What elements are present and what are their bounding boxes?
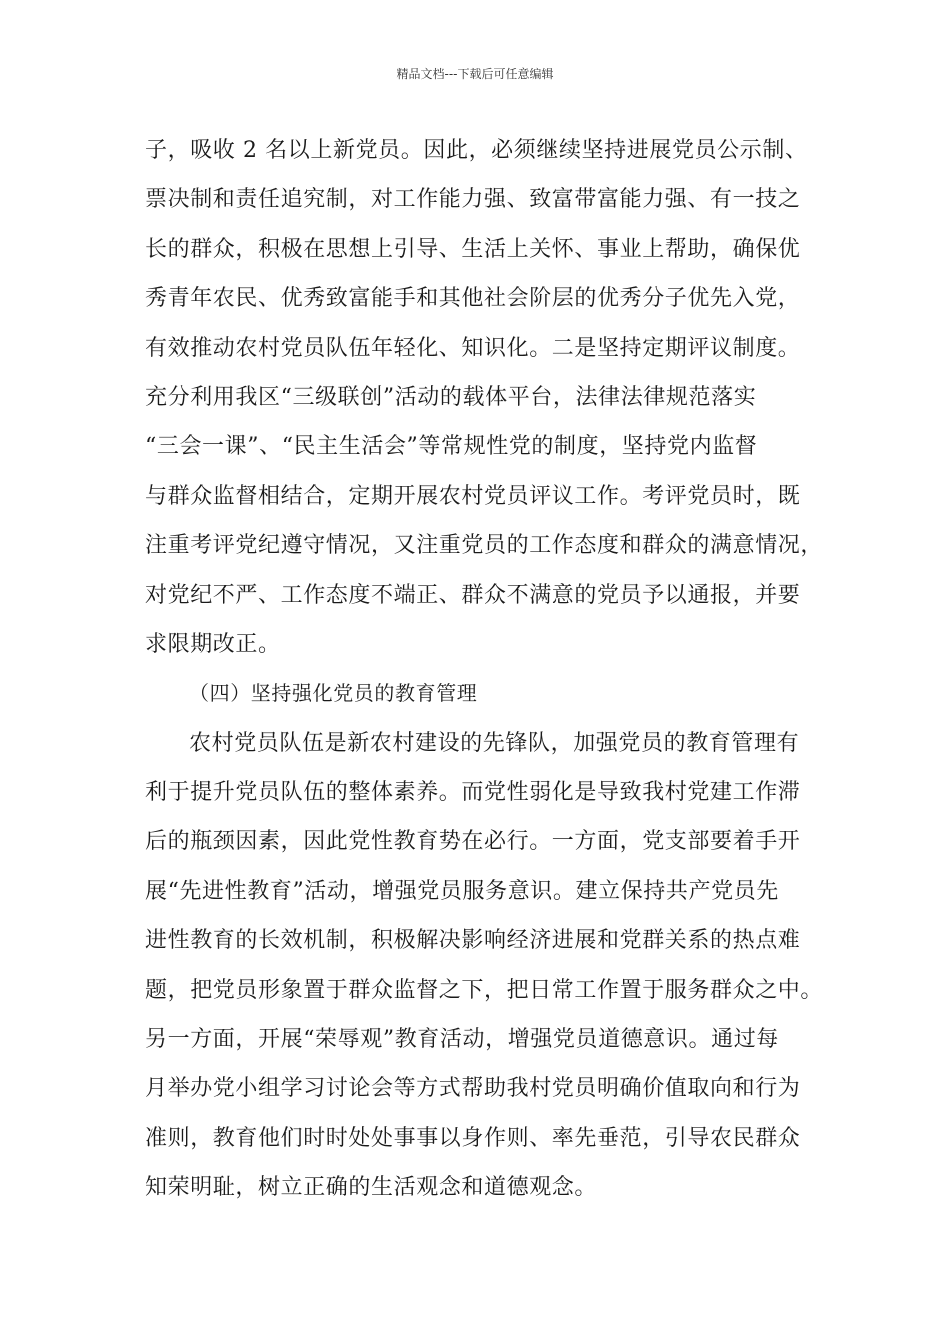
document-body [145,126,835,1213]
text-line: 进性教育的长效机制，积极解决影响经济进展和党群关系的热点难 [145,928,801,954]
text-line: 知荣明耻，树立正确的生活观念和道德观念。 [145,1175,598,1201]
text-line: 求限期改正。 [145,631,281,657]
text-line: 农村党员队伍是新农村建设的先锋队，加强党员的教育管理有 [189,730,800,756]
page-header: 精品文档---下载后可任意编辑 [396,67,554,81]
text-line: 利于提升党员队伍的整体素养。而党性弱化是导致我村党建工作滞 [145,780,801,806]
text-line: 准则，教育他们时时处处事事以身作则、率先垂范，引导农民群众 [145,1125,801,1151]
text-line: 充分利用我区“三级联创”活动的载体平台，法律法律规范落实 [145,384,757,410]
text-line: 子，吸收 2 名以上新党员。因此，必须继续坚持进展党员公示制、 [145,138,808,163]
text-line: 注重考评党纪遵守情况，又注重党员的工作态度和群众的满意情况， [145,533,824,559]
text-line: 题，把党员形象置于群众监督之下，把日常工作置于服务群众之中。 [145,977,824,1003]
text-line: 月举办党小组学习讨论会等方式帮助我村党员明确价值取向和行为 [145,1076,801,1102]
section-heading: （四）坚持强化党员的教育管理 [189,681,478,706]
text-line: “三会一课”、“民主生活会”等常规性党的制度，坚持党内监督 [145,434,758,460]
text-line: 展“先进性教育”活动，增强党员服务意识。建立保持共产党员先 [145,878,779,904]
text-line: 与群众监督相结合，定期开展农村党员评议工作。考评党员时，既 [145,483,801,509]
text-line: 票决制和责任追究制，对工作能力强、致富带富能力强、有一技之 [145,187,801,213]
text-line: 对党纪不严、工作态度不端正、群众不满意的党员予以通报，并要 [145,582,801,608]
text-line: 长的群众，积极在思想上引导、生活上关怀、事业上帮助，确保优 [145,236,801,262]
text-line: 有效推动农村党员队伍年轻化、知识化。二是坚持定期评议制度。 [145,335,801,361]
text-line: 后的瓶颈因素，因此党性教育势在必行。一方面，党支部要着手开 [145,829,801,855]
text-line: 另一方面，开展“荣辱观”教育活动，增强党员道德意识。通过每 [145,1027,779,1053]
text-line: 秀青年农民、优秀致富能手和其他社会阶层的优秀分子优先入党， [145,286,801,312]
